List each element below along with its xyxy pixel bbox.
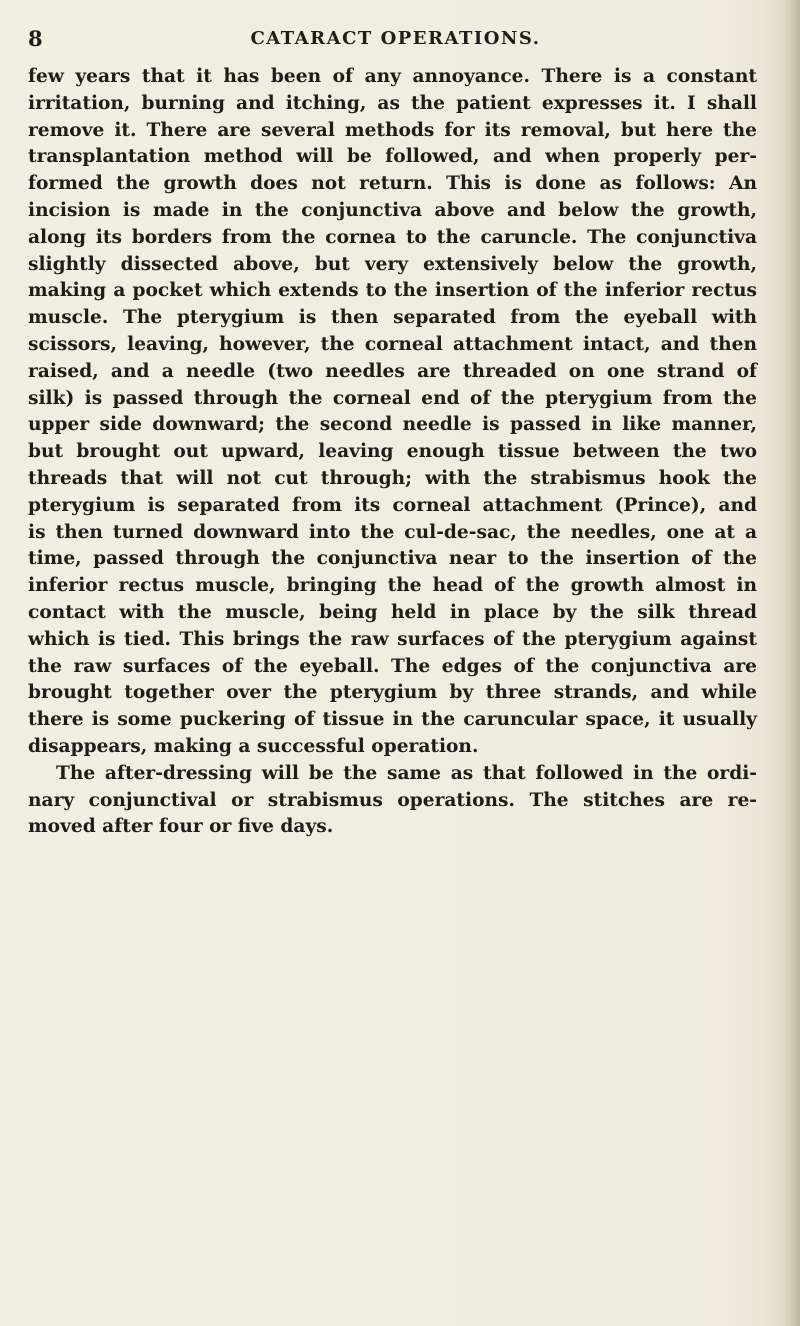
text-line: formed the growth does not return. This is done as follows: An	[28, 173, 757, 195]
text-line: moved after four or five days.	[28, 816, 334, 838]
text-line: time, passed through the conjunctiva near to the insertion of the	[28, 548, 757, 570]
text-line: incision is made in the conjunctiva above and below the growth,	[28, 199, 757, 221]
text-line: silk) is passed through the corneal end of the pterygium from the	[28, 387, 757, 409]
text-line: raised, and a needle (two needles are threaded on one strand of	[28, 360, 757, 382]
text-line: along its borders from the cornea to the caruncle. The conjunctiva	[28, 226, 757, 248]
text-line: making a pocket which extends to the insertion of the inferior rectus	[28, 280, 757, 302]
body-text	[28, 64, 757, 841]
text-line: contact with the muscle, being held in place by the silk thread	[28, 601, 757, 623]
text-line: The after-dressing will be the same as that followed in the ordi-	[56, 762, 757, 784]
paragraph-1	[28, 64, 757, 761]
text-line: slightly dissected above, but very extensively below the growth,	[28, 253, 757, 275]
text-line: upper side downward; the second needle is passed in like manner,	[28, 414, 757, 436]
running-head: CATARACT OPERATIONS.	[250, 28, 541, 49]
page-header	[28, 26, 763, 54]
text-line: nary conjunctival or strabismus operations. The stitches are re-	[28, 789, 757, 811]
text-line: which is tied. This brings the raw surfaces of the pterygium against	[28, 628, 757, 650]
text-line: remove it. There are several methods for its removal, but here the	[28, 119, 757, 141]
paragraph-2	[28, 761, 757, 841]
text-line: scissors, leaving, however, the corneal attachment intact, and then	[28, 333, 757, 355]
text-line: irritation, burning and itching, as the patient expresses it. I shall	[28, 92, 757, 114]
text-line: brought together over the pterygium by three strands, and while	[28, 682, 757, 704]
page-edge-shadow	[782, 0, 800, 1326]
text-line: is then turned downward into the cul-de-sac, the needles, one at a	[28, 521, 757, 543]
text-line: few years that it has been of any annoyance. There is a constant	[28, 66, 757, 87]
text-line: there is some puckering of tissue in the caruncular space, it usually	[28, 709, 757, 731]
text-line: pterygium is separated from its corneal attachment (Prince), and	[28, 494, 757, 516]
text-line: transplantation method will be followed, and when properly per-	[28, 146, 757, 168]
text-line: the raw surfaces of the eyeball. The edges of the conjunctiva are	[28, 655, 757, 677]
text-line: but brought out upward, leaving enough tissue between the two	[28, 441, 757, 463]
text-line: muscle. The pterygium is then separated from the eyeball with	[28, 307, 757, 329]
text-line: threads that will not cut through; with the strabismus hook the	[28, 467, 757, 489]
text-line: disappears, making a successful operation.	[28, 735, 479, 757]
text-line: inferior rectus muscle, bringing the head of the growth almost in	[28, 575, 757, 597]
page-number: 8	[28, 26, 44, 51]
